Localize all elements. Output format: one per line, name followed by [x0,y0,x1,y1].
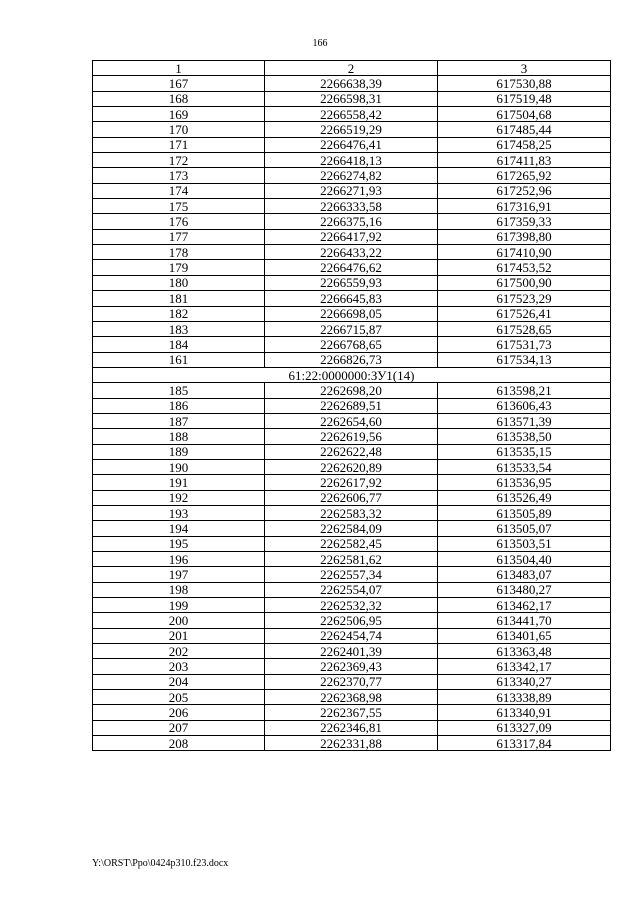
cell-x-coordinate: 2262606,77 [265,490,438,505]
cell-y-coordinate: 617359,33 [438,214,611,229]
cell-x-coordinate: 2266418,13 [265,153,438,168]
cell-x-coordinate: 2266476,62 [265,260,438,275]
cell-x-coordinate: 2266274,82 [265,168,438,183]
header-row [93,61,611,76]
table-row [93,552,611,567]
cell-y-coordinate: 617398,80 [438,229,611,244]
cell-x-coordinate: 2266826,73 [265,352,438,367]
cell-point-number: 196 [93,552,265,567]
table-row [93,536,611,551]
cell-point-number: 193 [93,505,265,520]
cell-x-coordinate: 2262581,62 [265,552,438,567]
cell-y-coordinate: 617458,25 [438,137,611,152]
cell-point-number: 189 [93,444,265,459]
cell-x-coordinate: 2266271,93 [265,183,438,198]
cell-x-coordinate: 2262369,43 [265,659,438,674]
cell-point-number: 208 [93,736,265,751]
header-cell-x: 2 [265,61,438,76]
cell-y-coordinate: 613483,07 [438,567,611,582]
table-row [93,260,611,275]
cell-x-coordinate: 2262622,48 [265,444,438,459]
cell-point-number: 184 [93,337,265,352]
cell-point-number: 176 [93,214,265,229]
cell-y-coordinate: 613441,70 [438,613,611,628]
table-row [93,229,611,244]
table-row [93,490,611,505]
table-row [93,76,611,91]
cell-point-number: 172 [93,153,265,168]
cell-point-number: 174 [93,183,265,198]
table-row [93,674,611,689]
cell-y-coordinate: 617485,44 [438,122,611,137]
section-title: 61:22:0000000:ЗУ1(14) [93,367,611,382]
table-row [93,690,611,705]
cell-x-coordinate: 2262582,45 [265,536,438,551]
cell-x-coordinate: 2266768,65 [265,337,438,352]
footer-file-path: Y:\ORST\Ppo\0424p310.f23.docx [92,858,229,869]
table-row [93,582,611,597]
cell-y-coordinate: 617252,96 [438,183,611,198]
table-row [93,613,611,628]
cell-y-coordinate: 613598,21 [438,383,611,398]
table-row [93,291,611,306]
cell-x-coordinate: 2262654,60 [265,413,438,428]
table-row [93,720,611,735]
table-row [93,459,611,474]
cell-y-coordinate: 613340,91 [438,705,611,720]
table-row [93,505,611,520]
page-number: 166 [312,38,328,49]
cell-y-coordinate: 617316,91 [438,199,611,214]
cell-x-coordinate: 2266645,83 [265,291,438,306]
cell-y-coordinate: 613535,15 [438,444,611,459]
cell-y-coordinate: 617526,41 [438,306,611,321]
cell-x-coordinate: 2262554,07 [265,582,438,597]
cell-point-number: 167 [93,76,265,91]
table-row [93,352,611,367]
cell-x-coordinate: 2262454,74 [265,628,438,643]
cell-x-coordinate: 2262689,51 [265,398,438,413]
cell-x-coordinate: 2262506,95 [265,613,438,628]
table-row [93,91,611,106]
cell-point-number: 197 [93,567,265,582]
cell-y-coordinate: 613538,50 [438,429,611,444]
cell-y-coordinate: 617519,48 [438,91,611,106]
cell-point-number: 198 [93,582,265,597]
cell-y-coordinate: 617410,90 [438,245,611,260]
cell-y-coordinate: 613338,89 [438,690,611,705]
cell-point-number: 201 [93,628,265,643]
table-row [93,413,611,428]
table-body [93,76,611,751]
cell-y-coordinate: 613462,17 [438,598,611,613]
cell-x-coordinate: 2262331,88 [265,736,438,751]
table-row [93,398,611,413]
cell-x-coordinate: 2266715,87 [265,321,438,336]
cell-y-coordinate: 617504,68 [438,107,611,122]
cell-point-number: 200 [93,613,265,628]
cell-point-number: 183 [93,321,265,336]
cell-y-coordinate: 613363,48 [438,644,611,659]
cell-x-coordinate: 2262368,98 [265,690,438,705]
table-row [93,107,611,122]
cell-y-coordinate: 617530,88 [438,76,611,91]
header-cell-y: 3 [438,61,611,76]
table-row [93,306,611,321]
table-row [93,567,611,582]
cell-x-coordinate: 2262583,32 [265,505,438,520]
cell-y-coordinate: 613505,07 [438,521,611,536]
cell-point-number: 170 [93,122,265,137]
table-row [93,705,611,720]
cell-point-number: 199 [93,598,265,613]
table-row [93,429,611,444]
cell-x-coordinate: 2262617,92 [265,475,438,490]
table-row [93,153,611,168]
cell-y-coordinate: 617531,73 [438,337,611,352]
cell-x-coordinate: 2266417,92 [265,229,438,244]
cell-point-number: 173 [93,168,265,183]
table-row [93,521,611,536]
cell-x-coordinate: 2266558,42 [265,107,438,122]
cell-x-coordinate: 2262370,77 [265,674,438,689]
cell-point-number: 177 [93,229,265,244]
cell-y-coordinate: 613504,40 [438,552,611,567]
cell-point-number: 194 [93,521,265,536]
table-row [93,598,611,613]
cell-x-coordinate: 2266519,29 [265,122,438,137]
table-row [93,444,611,459]
table-row [93,199,611,214]
table-row [93,736,611,751]
section-row [93,367,611,382]
cell-x-coordinate: 2262532,32 [265,598,438,613]
table-row [93,245,611,260]
table-row [93,214,611,229]
coordinates-table [92,60,611,751]
cell-x-coordinate: 2262557,34 [265,567,438,582]
table-row [93,137,611,152]
cell-y-coordinate: 617265,92 [438,168,611,183]
cell-y-coordinate: 617528,65 [438,321,611,336]
cell-y-coordinate: 617534,13 [438,352,611,367]
table-header [93,61,611,76]
table-row [93,122,611,137]
cell-point-number: 188 [93,429,265,444]
cell-y-coordinate: 613340,27 [438,674,611,689]
cell-x-coordinate: 2266476,41 [265,137,438,152]
cell-point-number: 161 [93,352,265,367]
cell-point-number: 190 [93,459,265,474]
table-row [93,168,611,183]
cell-point-number: 179 [93,260,265,275]
cell-y-coordinate: 617453,52 [438,260,611,275]
cell-point-number: 182 [93,306,265,321]
cell-y-coordinate: 617523,29 [438,291,611,306]
cell-y-coordinate: 613401,65 [438,628,611,643]
cell-point-number: 168 [93,91,265,106]
cell-point-number: 207 [93,720,265,735]
cell-x-coordinate: 2266598,31 [265,91,438,106]
table-row [93,383,611,398]
table-row [93,475,611,490]
cell-y-coordinate: 613533,54 [438,459,611,474]
cell-y-coordinate: 613327,09 [438,720,611,735]
cell-x-coordinate: 2262619,56 [265,429,438,444]
table-row [93,275,611,290]
table-row [93,321,611,336]
cell-point-number: 204 [93,674,265,689]
cell-point-number: 175 [93,199,265,214]
cell-point-number: 202 [93,644,265,659]
cell-point-number: 180 [93,275,265,290]
cell-x-coordinate: 2266433,22 [265,245,438,260]
cell-point-number: 205 [93,690,265,705]
cell-y-coordinate: 613480,27 [438,582,611,597]
cell-point-number: 185 [93,383,265,398]
cell-point-number: 181 [93,291,265,306]
cell-x-coordinate: 2266375,16 [265,214,438,229]
table-row [93,183,611,198]
table-row [93,337,611,352]
cell-point-number: 195 [93,536,265,551]
cell-point-number: 203 [93,659,265,674]
cell-point-number: 206 [93,705,265,720]
cell-x-coordinate: 2266333,58 [265,199,438,214]
cell-point-number: 186 [93,398,265,413]
cell-y-coordinate: 613317,84 [438,736,611,751]
cell-y-coordinate: 613536,95 [438,475,611,490]
cell-point-number: 169 [93,107,265,122]
cell-x-coordinate: 2262698,20 [265,383,438,398]
cell-x-coordinate: 2262367,55 [265,705,438,720]
cell-y-coordinate: 617411,83 [438,153,611,168]
cell-x-coordinate: 2262584,09 [265,521,438,536]
cell-x-coordinate: 2262401,39 [265,644,438,659]
cell-y-coordinate: 613526,49 [438,490,611,505]
cell-y-coordinate: 613505,89 [438,505,611,520]
cell-point-number: 192 [93,490,265,505]
table-row [93,659,611,674]
cell-point-number: 178 [93,245,265,260]
table-row [93,628,611,643]
cell-x-coordinate: 2266638,39 [265,76,438,91]
cell-y-coordinate: 613503,51 [438,536,611,551]
cell-y-coordinate: 617500,90 [438,275,611,290]
cell-point-number: 171 [93,137,265,152]
cell-x-coordinate: 2262620,89 [265,459,438,474]
header-cell-point-number: 1 [93,61,265,76]
cell-y-coordinate: 613571,39 [438,413,611,428]
cell-x-coordinate: 2266698,05 [265,306,438,321]
cell-x-coordinate: 2262346,81 [265,720,438,735]
cell-y-coordinate: 613606,43 [438,398,611,413]
cell-y-coordinate: 613342,17 [438,659,611,674]
table-row [93,644,611,659]
cell-point-number: 187 [93,413,265,428]
cell-point-number: 191 [93,475,265,490]
cell-x-coordinate: 2266559,93 [265,275,438,290]
